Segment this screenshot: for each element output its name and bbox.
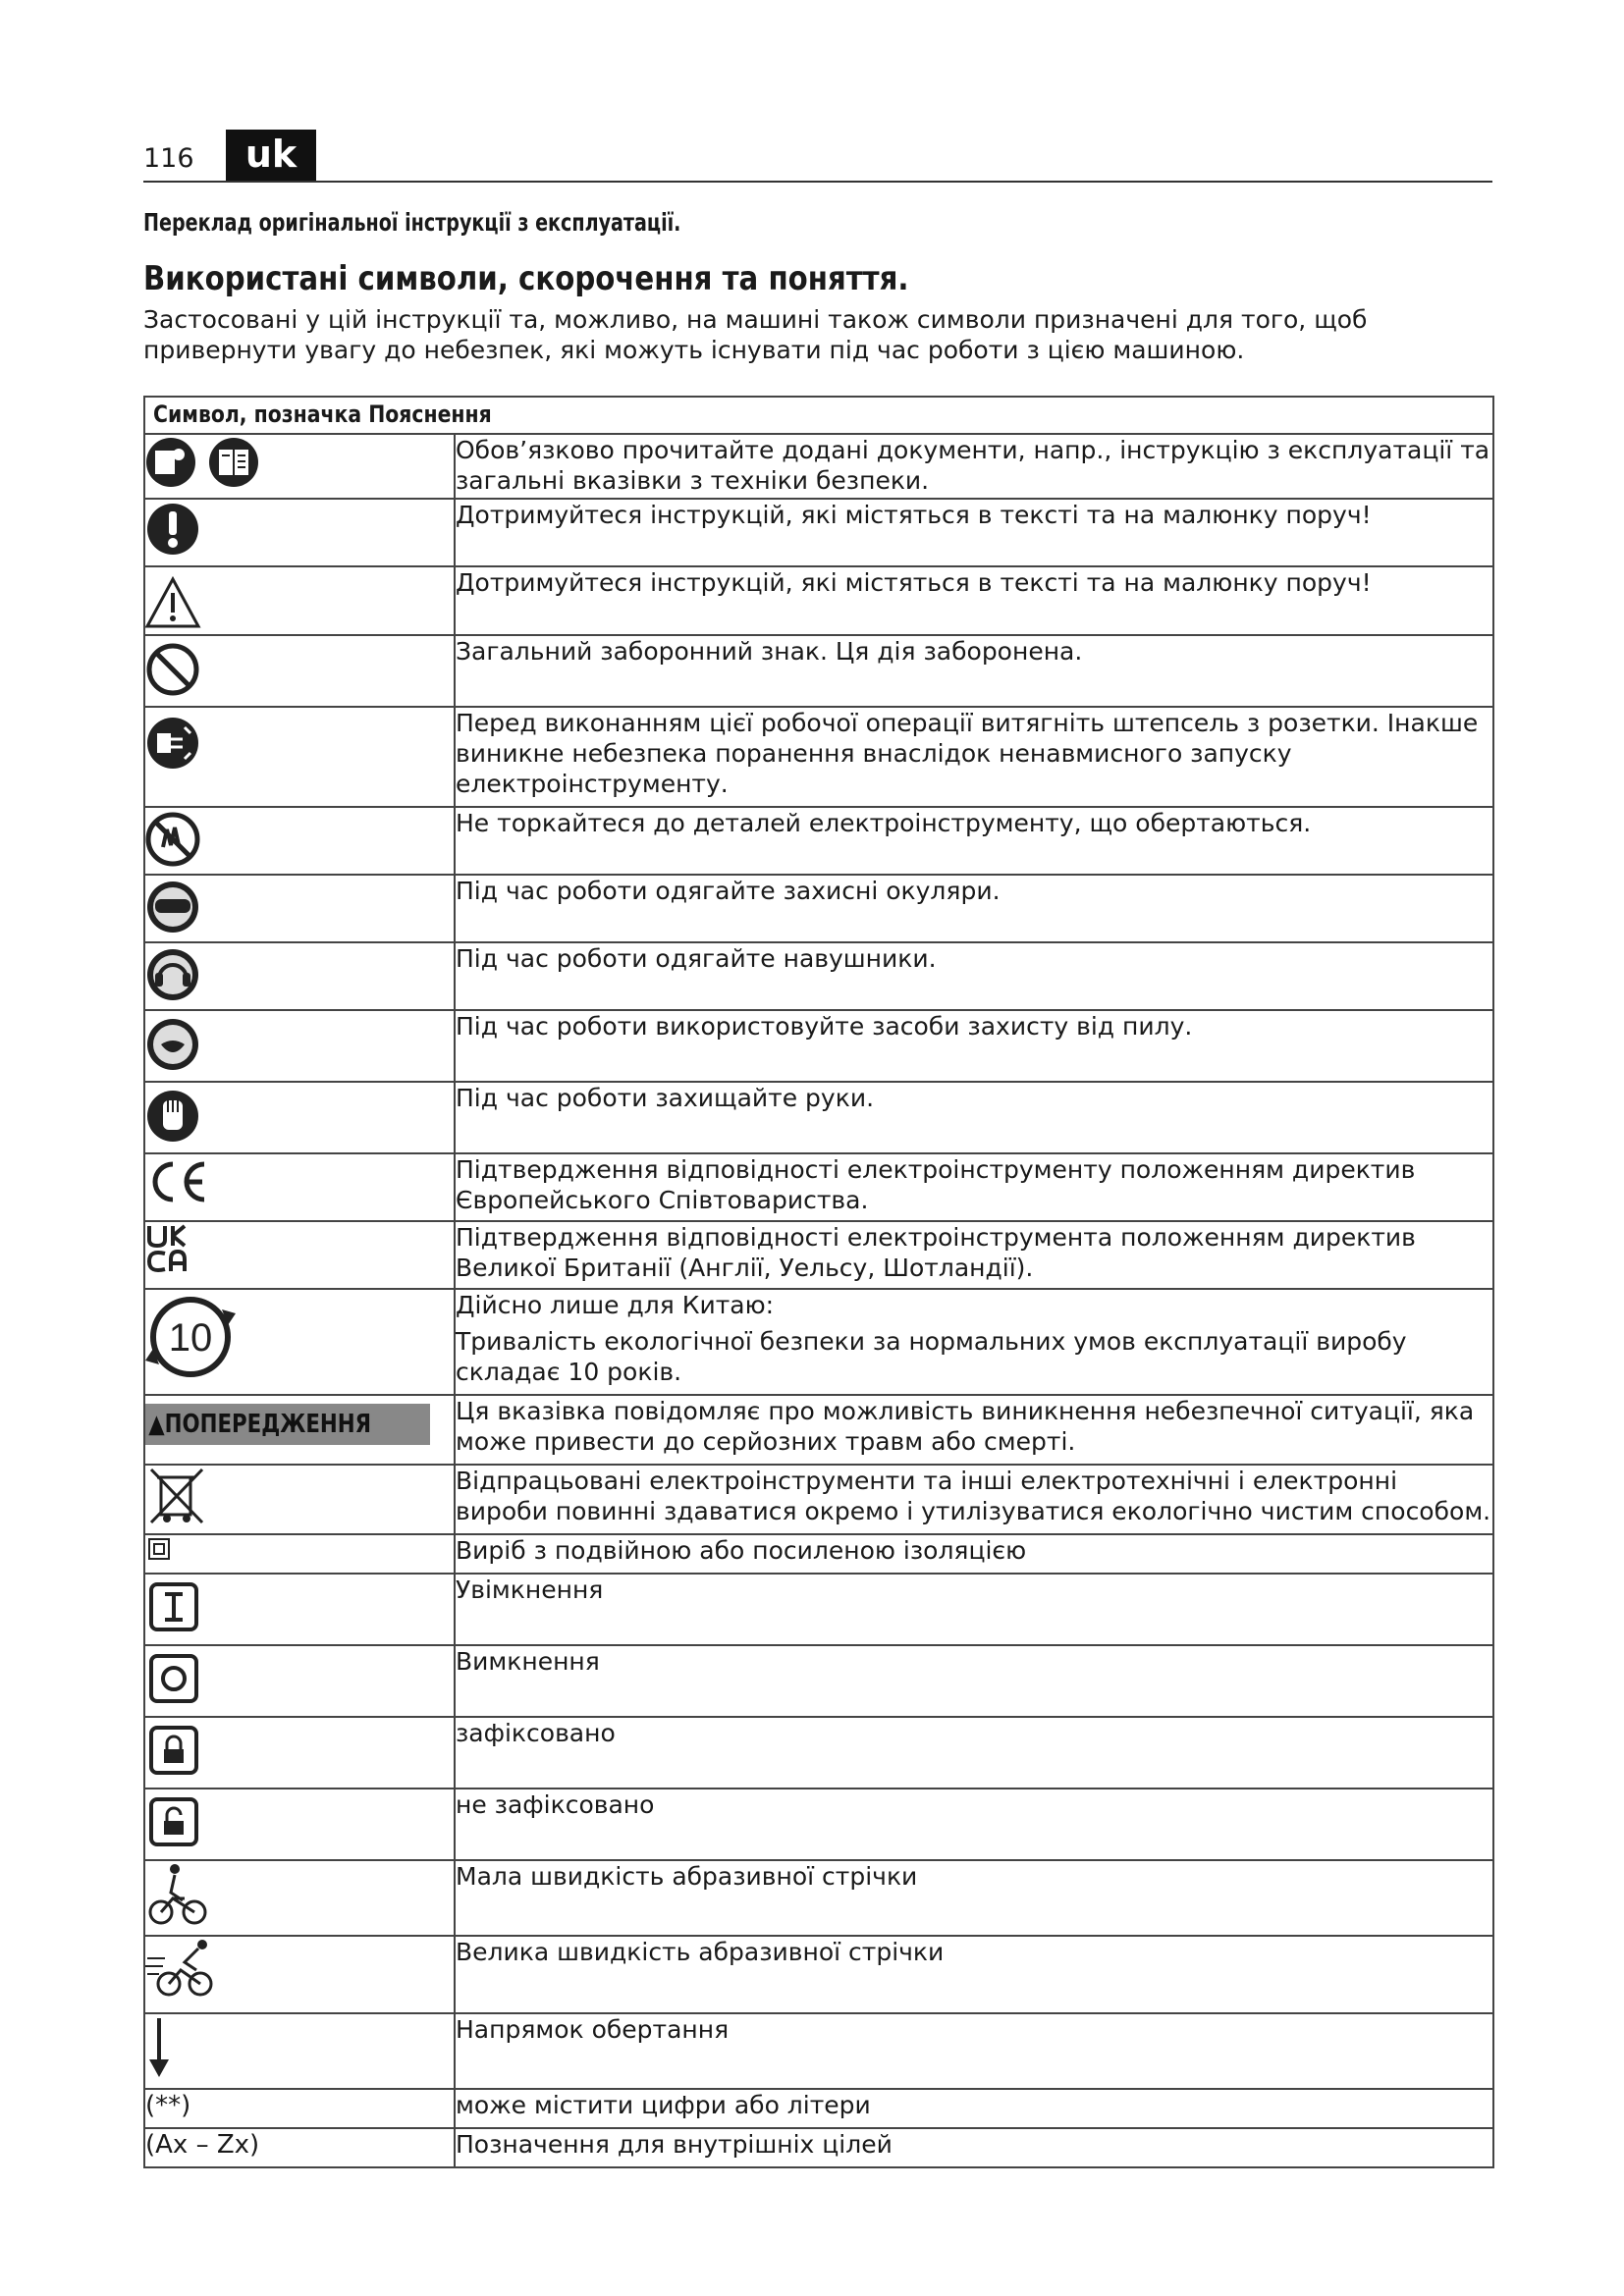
table-header-row <box>144 397 1493 434</box>
language-badge: uk <box>226 130 316 181</box>
explanation-cell: Підтвердження відповідності електроінструменту положенням директив Європейського Співтовариства. <box>455 1153 1493 1221</box>
explanation-cell: Обов’язково прочитайте додані документи, напр., інструкцію з експлуатації та загальні вказівки з техніки безпеки. <box>455 434 1493 499</box>
explanation-cell: Під час роботи використовуйте засоби захисту від пилу. <box>455 1010 1493 1082</box>
table-row <box>144 1717 1493 1789</box>
symbol-cell <box>144 1395 455 1465</box>
table-row <box>144 942 1493 1010</box>
explanation-cell: Виріб з подвійною або посиленою ізоляцією <box>455 1534 1493 1574</box>
explanation-cell: Напрямок обертання <box>455 2013 1493 2089</box>
svg-text:10: 10 <box>168 1316 213 1360</box>
symbol-cell <box>144 1010 455 1082</box>
unplug-icon <box>145 714 204 782</box>
explanation-cell: Ця вказівка повідомляє про можливість виникнення небезпечної ситуації, яка може привести до серйозних травм або смерті. <box>455 1395 1493 1465</box>
table-row <box>144 635 1493 707</box>
symbol-cell <box>144 1645 455 1717</box>
locked-icon <box>145 1718 204 1779</box>
symbol-cell <box>144 807 455 875</box>
warning-triangle-icon <box>145 575 204 634</box>
table-row <box>144 1936 1493 2013</box>
explanation-cell: Вимкнення <box>455 1645 1493 1717</box>
explanation-cell: Під час роботи захищайте руки. <box>455 1082 1493 1153</box>
explanation-cell: зафіксовано <box>455 1717 1493 1789</box>
explanation-cell: Під час роботи одягайте навушники. <box>455 942 1493 1010</box>
unlocked-icon <box>145 1789 204 1850</box>
rotation-direction-icon <box>145 2014 185 2081</box>
explanation-cell: Загальний заборонний знак. Ця дія заборонена. <box>455 635 1493 707</box>
symbol-cell <box>144 1153 455 1221</box>
explanation-cell: Мала швидкість абразивної стрічки <box>455 1860 1493 1936</box>
symbol-cell <box>144 1082 455 1153</box>
symbol-cell <box>144 1936 455 2013</box>
table-row <box>144 1860 1493 1936</box>
explanation-cell: Дотримуйтеся інструкцій, які містяться в тексті та на малюнку поруч! <box>455 566 1493 635</box>
intro-paragraph: Застосовані у цій інструкції та, можливо, на машині також символи призначені для того, щоб привернути увагу до небезпек, які можуть існувати під час роботи з цією машиною. <box>143 305 1368 364</box>
explanation-cell: не зафіксовано <box>455 1789 1493 1860</box>
table-row <box>144 2089 1493 2128</box>
table-row <box>144 707 1493 807</box>
symbol-cell <box>144 707 455 807</box>
mandatory-exclamation-icon <box>145 500 204 559</box>
safety-goggles-icon <box>145 876 204 934</box>
page-header <box>143 130 1492 183</box>
symbol-cell <box>144 1221 455 1289</box>
power-on-icon <box>145 1575 204 1635</box>
symbol-cell <box>144 1860 455 1936</box>
explanation-cell: Позначення для внутрішніх цілей <box>455 2128 1493 2167</box>
ce-mark-icon <box>145 1154 214 1209</box>
table-row <box>144 807 1493 875</box>
symbol-cell <box>144 499 455 566</box>
table-header: Символ, позначка Пояснення <box>144 397 1493 434</box>
gloves-icon <box>145 1083 204 1144</box>
table-row <box>144 1395 1493 1465</box>
table-row <box>144 1221 1493 1289</box>
symbol-cell <box>144 1717 455 1789</box>
table-row <box>144 1289 1493 1395</box>
explanation-cell: Відпрацьовані електроінструменти та інші електротехнічні і електронні вироби повинні здаватися окремо і утилізуватися екологічно чистим способом. <box>455 1465 1493 1534</box>
explanation-cell: Велика швидкість абразивної стрічки <box>455 1936 1493 2013</box>
explanation-cell: Не торкайтеся до деталей електроінструменту, що обертаються. <box>455 807 1493 875</box>
table-row <box>144 2128 1493 2167</box>
symbol-cell <box>144 635 455 707</box>
table-row <box>144 566 1493 635</box>
explanation-cell: може містити цифри або літери <box>455 2089 1493 2128</box>
symbol-cell <box>144 942 455 1010</box>
power-off-icon <box>145 1646 204 1707</box>
table-row <box>144 1082 1493 1153</box>
ear-protection-icon <box>145 943 204 1002</box>
china-10-years-icon <box>145 1290 240 1384</box>
table-row <box>144 1645 1493 1717</box>
table-row <box>144 1465 1493 1534</box>
symbol-cell <box>144 1465 455 1534</box>
symbol-cell <box>144 875 455 942</box>
explanation-cell: Увімкнення <box>455 1574 1493 1645</box>
slow-speed-icon <box>145 1861 214 1928</box>
warning-triangle-glyph: ▲ <box>148 1410 165 1439</box>
dust-mask-icon <box>145 1011 204 1072</box>
explanation-cell <box>455 1289 1493 1395</box>
eco-safety-period-text: Тривалість екологічної безпеки за нормальних умов експлуатації виробу складає 10 років. <box>456 1327 1407 1386</box>
symbol-cell <box>144 2013 455 2089</box>
warning-label-text: ПОПЕРЕДЖЕННЯ <box>164 1410 371 1439</box>
ukca-mark-icon <box>145 1222 204 1277</box>
symbol-cell <box>144 1534 455 1574</box>
prohibition-icon <box>145 636 204 697</box>
weee-bin-icon <box>145 1466 214 1526</box>
explanation-cell: Під час роботи одягайте захисні окуляри. <box>455 875 1493 942</box>
warning-label-icon <box>145 1404 430 1445</box>
double-insulation-icon <box>145 1535 175 1563</box>
symbol-cell <box>144 434 455 499</box>
symbol-cell <box>144 566 455 635</box>
table-row <box>144 875 1493 942</box>
table-row <box>144 1534 1493 1574</box>
symbol-cell <box>144 1789 455 1860</box>
document-subtitle: Переклад оригінальної інструкції з експлуатації. <box>143 208 681 237</box>
no-touch-rotating-icon <box>145 808 204 869</box>
table-row <box>144 1789 1493 1860</box>
table-row <box>144 499 1493 566</box>
symbols-table <box>143 396 1494 2168</box>
explanation-cell: Перед виконанням цієї робочої операції витягніть штепсель з розетки. Інакше виникне небезпека поранення внаслідок ненавмисного запуску електроінструменту. <box>455 707 1493 807</box>
table-row <box>144 434 1493 499</box>
page-number: 116 <box>143 143 194 174</box>
china-validity-note: Дійсно лише для Китаю: <box>456 1291 775 1319</box>
table-row <box>144 1153 1493 1221</box>
symbol-cell <box>144 1289 455 1395</box>
symbol-cell <box>144 1574 455 1645</box>
explanation-cell: Підтвердження відповідності електроінструмента положенням директив Великої Британії (Англії, Уельсу, Шотландії). <box>455 1221 1493 1289</box>
read-manual-icon <box>145 435 273 490</box>
high-speed-icon <box>145 1937 220 2002</box>
explanation-cell: Дотримуйтеся інструкцій, які містяться в тексті та на малюнку поруч! <box>455 499 1493 566</box>
table-row <box>144 1010 1493 1082</box>
symbol-code: (**) <box>144 2089 455 2128</box>
table-row <box>144 1574 1493 1645</box>
symbol-code: (Ax – Zx) <box>144 2128 455 2167</box>
table-row <box>144 2013 1493 2089</box>
section-title: Використані символи, скорочення та поняття. <box>143 259 909 298</box>
